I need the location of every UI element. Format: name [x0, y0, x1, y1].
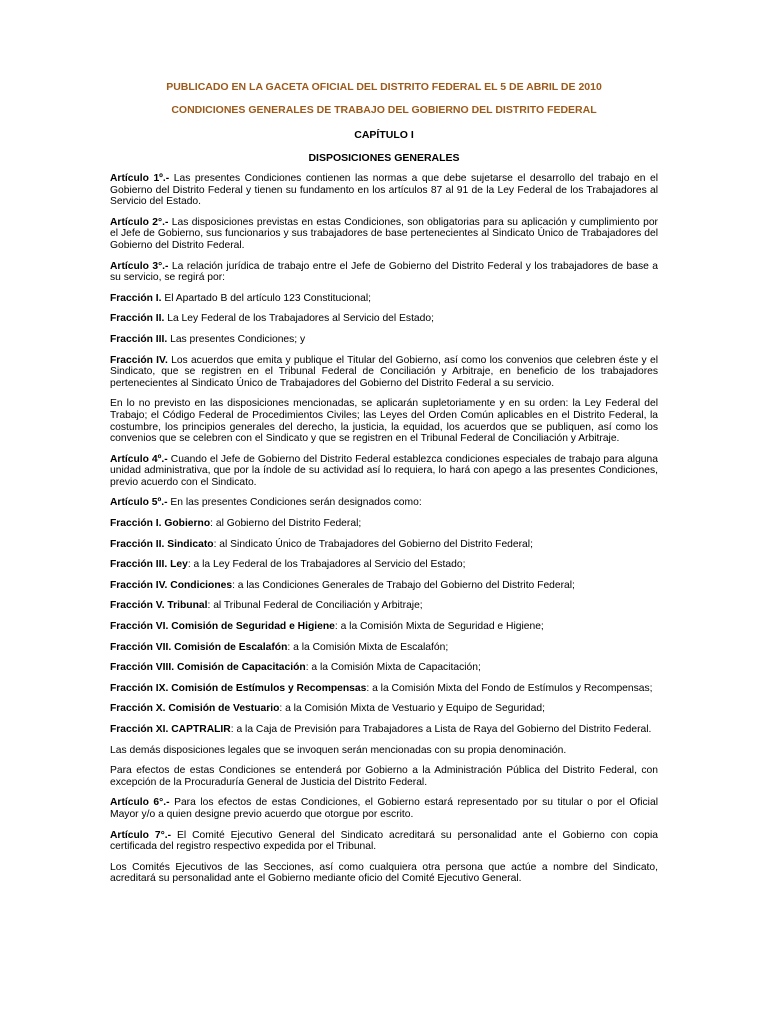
paragraph — [110, 765, 658, 788]
paragraph-text: Las presentes Condiciones contienen las normas a que debe sujetarse el desarrollo del trabajo en el Gobierno del Distrito Federal y tienen su fundamento en los artículos 87 al 91 de la Ley Federal de los Trabajadores al Servicio del Estado. — [110, 173, 658, 208]
paragraph — [110, 293, 658, 305]
section-heading: DISPOSICIONES GENERALES — [308, 152, 460, 164]
paragraph-lead: Fracción VI. Comisión de Seguridad e Higiene — [110, 621, 335, 633]
paragraph-lead: Artículo 7°.- — [110, 829, 171, 841]
paragraph — [110, 724, 658, 736]
paragraph-lead: Fracción V. Tribunal — [110, 600, 208, 612]
paragraph — [110, 497, 658, 509]
paragraph-lead: Fracción I. Gobierno — [110, 518, 211, 530]
paragraph-lead: Artículo 1º.- — [110, 173, 170, 184]
paragraph-text: : a la Comisión Mixta del Fondo de Estímulos y Recompensas; — [366, 682, 653, 694]
chapter-heading: CAPÍTULO I — [354, 129, 414, 141]
paragraph-text: En lo no previsto en las disposiciones mencionadas, se aplicarán supletoriamente y en su orden: la Ley Federal del Trabajo; el Código Federal de Procedimientos Civiles; las Leyes del Orden Común aplicables en el Distrito Federal, la costumbre, los principios generales del derecho, la justicia, la equidad, los acuerdos que se publiquen, así como los convenios que se celebren con el Sindicato y que se registren en el Tribunal Federal de Conciliación y Arbitraje. — [110, 398, 658, 445]
paragraph-lead: Artículo 6°.- — [110, 797, 170, 809]
paragraph-text: : a la Comisión Mixta de Escalafón; — [287, 641, 449, 653]
paragraph — [110, 797, 658, 820]
paragraph-lead: Fracción VIII. Comisión de Capacitación — [110, 662, 306, 674]
paragraph-text: : a las Condiciones Generales de Trabajo del Gobierno del Distrito Federal; — [232, 579, 575, 591]
paragraph-lead: Fracción IV. Condiciones — [110, 579, 233, 591]
paragraph — [110, 539, 658, 551]
paragraph-text: La relación jurídica de trabajo entre el Jefe de Gobierno del Distrito Federal y los trabajadores de base a su servicio, se regirá por: — [110, 260, 658, 284]
paragraph — [110, 703, 658, 715]
paragraph-lead: Fracción II. — [110, 313, 165, 325]
paragraph-lead: Fracción III. — [110, 333, 168, 345]
paragraph-lead: Fracción X. Comisión de Vestuario — [110, 703, 280, 715]
paragraph-text: : al Gobierno del Distrito Federal; — [210, 518, 362, 530]
paragraph-lead: Fracción IV. — [110, 354, 168, 366]
paragraph — [110, 559, 658, 571]
paragraph-text: : a la Comisión Mixta de Seguridad e Higiene; — [334, 621, 544, 633]
paragraph-lead: Artículo 5º.- — [110, 497, 168, 509]
paragraph-text: Los Comités Ejecutivos de las Secciones, así como cualquiera otra persona que actúe a nombre del Sindicato, acreditará su personalidad ante el Gobierno mediante oficio del Comité Ejecutivo General. — [110, 861, 658, 885]
paragraph-lead: Artículo 2°.- — [110, 216, 169, 228]
paragraph-text: Los acuerdos que emita y publique el Titular del Gobierno, así como los convenios que celebren éste y el Sindicato, que se registren en el Tribunal Federal de Conciliación y Arbitraje, en beneficio de los trabajadores pertenecientes al Sindicato Único de Trabajadores del Gobierno del Distrito Federal a su servicio. — [110, 354, 658, 389]
paragraph — [110, 334, 658, 346]
document-body — [110, 81, 658, 894]
paragraph — [110, 642, 658, 654]
paragraph-text: : a la Ley Federal de los Trabajadores al Servicio del Estado; — [187, 559, 466, 571]
paragraph-text: La Ley Federal de los Trabajadores al Servicio del Estado; — [164, 313, 434, 325]
paragraph — [110, 173, 658, 208]
paragraph-lead: Fracción II. Sindicato — [110, 538, 214, 550]
paragraph-lead: Fracción XI. CAPTRALIR — [110, 724, 231, 735]
paragraph-text: Las demás disposiciones legales que se invoquen serán mencionadas con su propia denominación. — [110, 744, 567, 756]
paragraph — [110, 518, 658, 530]
paragraph — [110, 217, 658, 252]
paragraph-lead: Fracción III. Ley — [110, 559, 188, 571]
paragraph-lead: Fracción IX. Comisión de Estímulos y Recompensas — [110, 682, 367, 694]
paragraph-text: El Comité Ejecutivo General del Sindicato acreditará su personalidad ante el Gobierno con copia certificada del registro respectivo expedida por el Tribunal. — [110, 829, 658, 853]
paragraph-lead: Artículo 4º.- — [110, 453, 168, 465]
paragraph-text: : a la Caja de Previsión para Trabajadores a Lista de Raya del Gobierno del Distrito Federal. — [230, 724, 652, 735]
paragraph-lead: Fracción I. — [110, 292, 162, 304]
paragraph-text: : a la Comisión Mixta de Vestuario y Equipo de Seguridad; — [279, 703, 545, 715]
document-title: CONDICIONES GENERALES DE TRABAJO DEL GOBIERNO DEL DISTRITO FEDERAL — [171, 104, 597, 116]
paragraph — [110, 580, 658, 592]
paragraph — [110, 454, 658, 489]
paragraph-text: Para los efectos de estas Condiciones, el Gobierno estará representado por su titular o por el Oficial Mayor y/o a quien designe previo acuerdo que otorgue por escrito. — [110, 797, 658, 820]
paragraph-text: En las presentes Condiciones serán designados como: — [167, 497, 422, 509]
paragraph-text: El Apartado B del artículo 123 Constitucional; — [161, 292, 371, 304]
paragraph — [110, 745, 658, 757]
paragraph-text: Las disposiciones previstas en estas Condiciones, son obligatorias para su aplicación y cumplimiento por el Jefe de Gobierno, sus funcionarios y sus trabajadores de base pertenecientes al Sindicato Único de Trabajadores del Gobierno del Distrito Federal. — [110, 216, 658, 251]
paragraph — [110, 683, 658, 695]
paragraph — [110, 398, 658, 444]
paragraph-text: Las presentes Condiciones; y — [167, 333, 306, 345]
paragraph — [110, 355, 658, 390]
paragraph — [110, 830, 658, 853]
paragraph-text: Para efectos de estas Condiciones se entenderá por Gobierno a la Administración Pública del Distrito Federal, con excepción de la Procuraduría General de Justicia del Distrito Federal. — [110, 765, 658, 788]
paragraph-list — [110, 173, 658, 885]
paragraph-lead: Artículo 3°.- — [110, 260, 169, 272]
paragraph-text: : al Tribunal Federal de Conciliación y Arbitraje; — [207, 600, 423, 612]
paragraph-text: : a la Comisión Mixta de Capacitación; — [305, 662, 481, 674]
publication-heading: PUBLICADO EN LA GACETA OFICIAL DEL DISTRITO FEDERAL EL 5 DE ABRIL DE 2010 — [166, 81, 602, 93]
paragraph — [110, 261, 658, 284]
paragraph-text: : al Sindicato Único de Trabajadores del Gobierno del Distrito Federal; — [213, 538, 533, 550]
paragraph — [110, 621, 658, 633]
paragraph-text: Cuando el Jefe de Gobierno del Distrito Federal establezca condiciones especiales de trabajo para alguna unidad administrativa, que por la índole de su actividad así lo requiera, lo hará con apego a las presentes Condiciones, previo acuerdo con el Sindicato. — [110, 453, 658, 488]
paragraph — [110, 662, 658, 674]
paragraph — [110, 862, 658, 885]
paragraph — [110, 600, 658, 612]
paragraph-lead: Fracción VII. Comisión de Escalafón — [110, 641, 288, 653]
paragraph — [110, 313, 658, 325]
